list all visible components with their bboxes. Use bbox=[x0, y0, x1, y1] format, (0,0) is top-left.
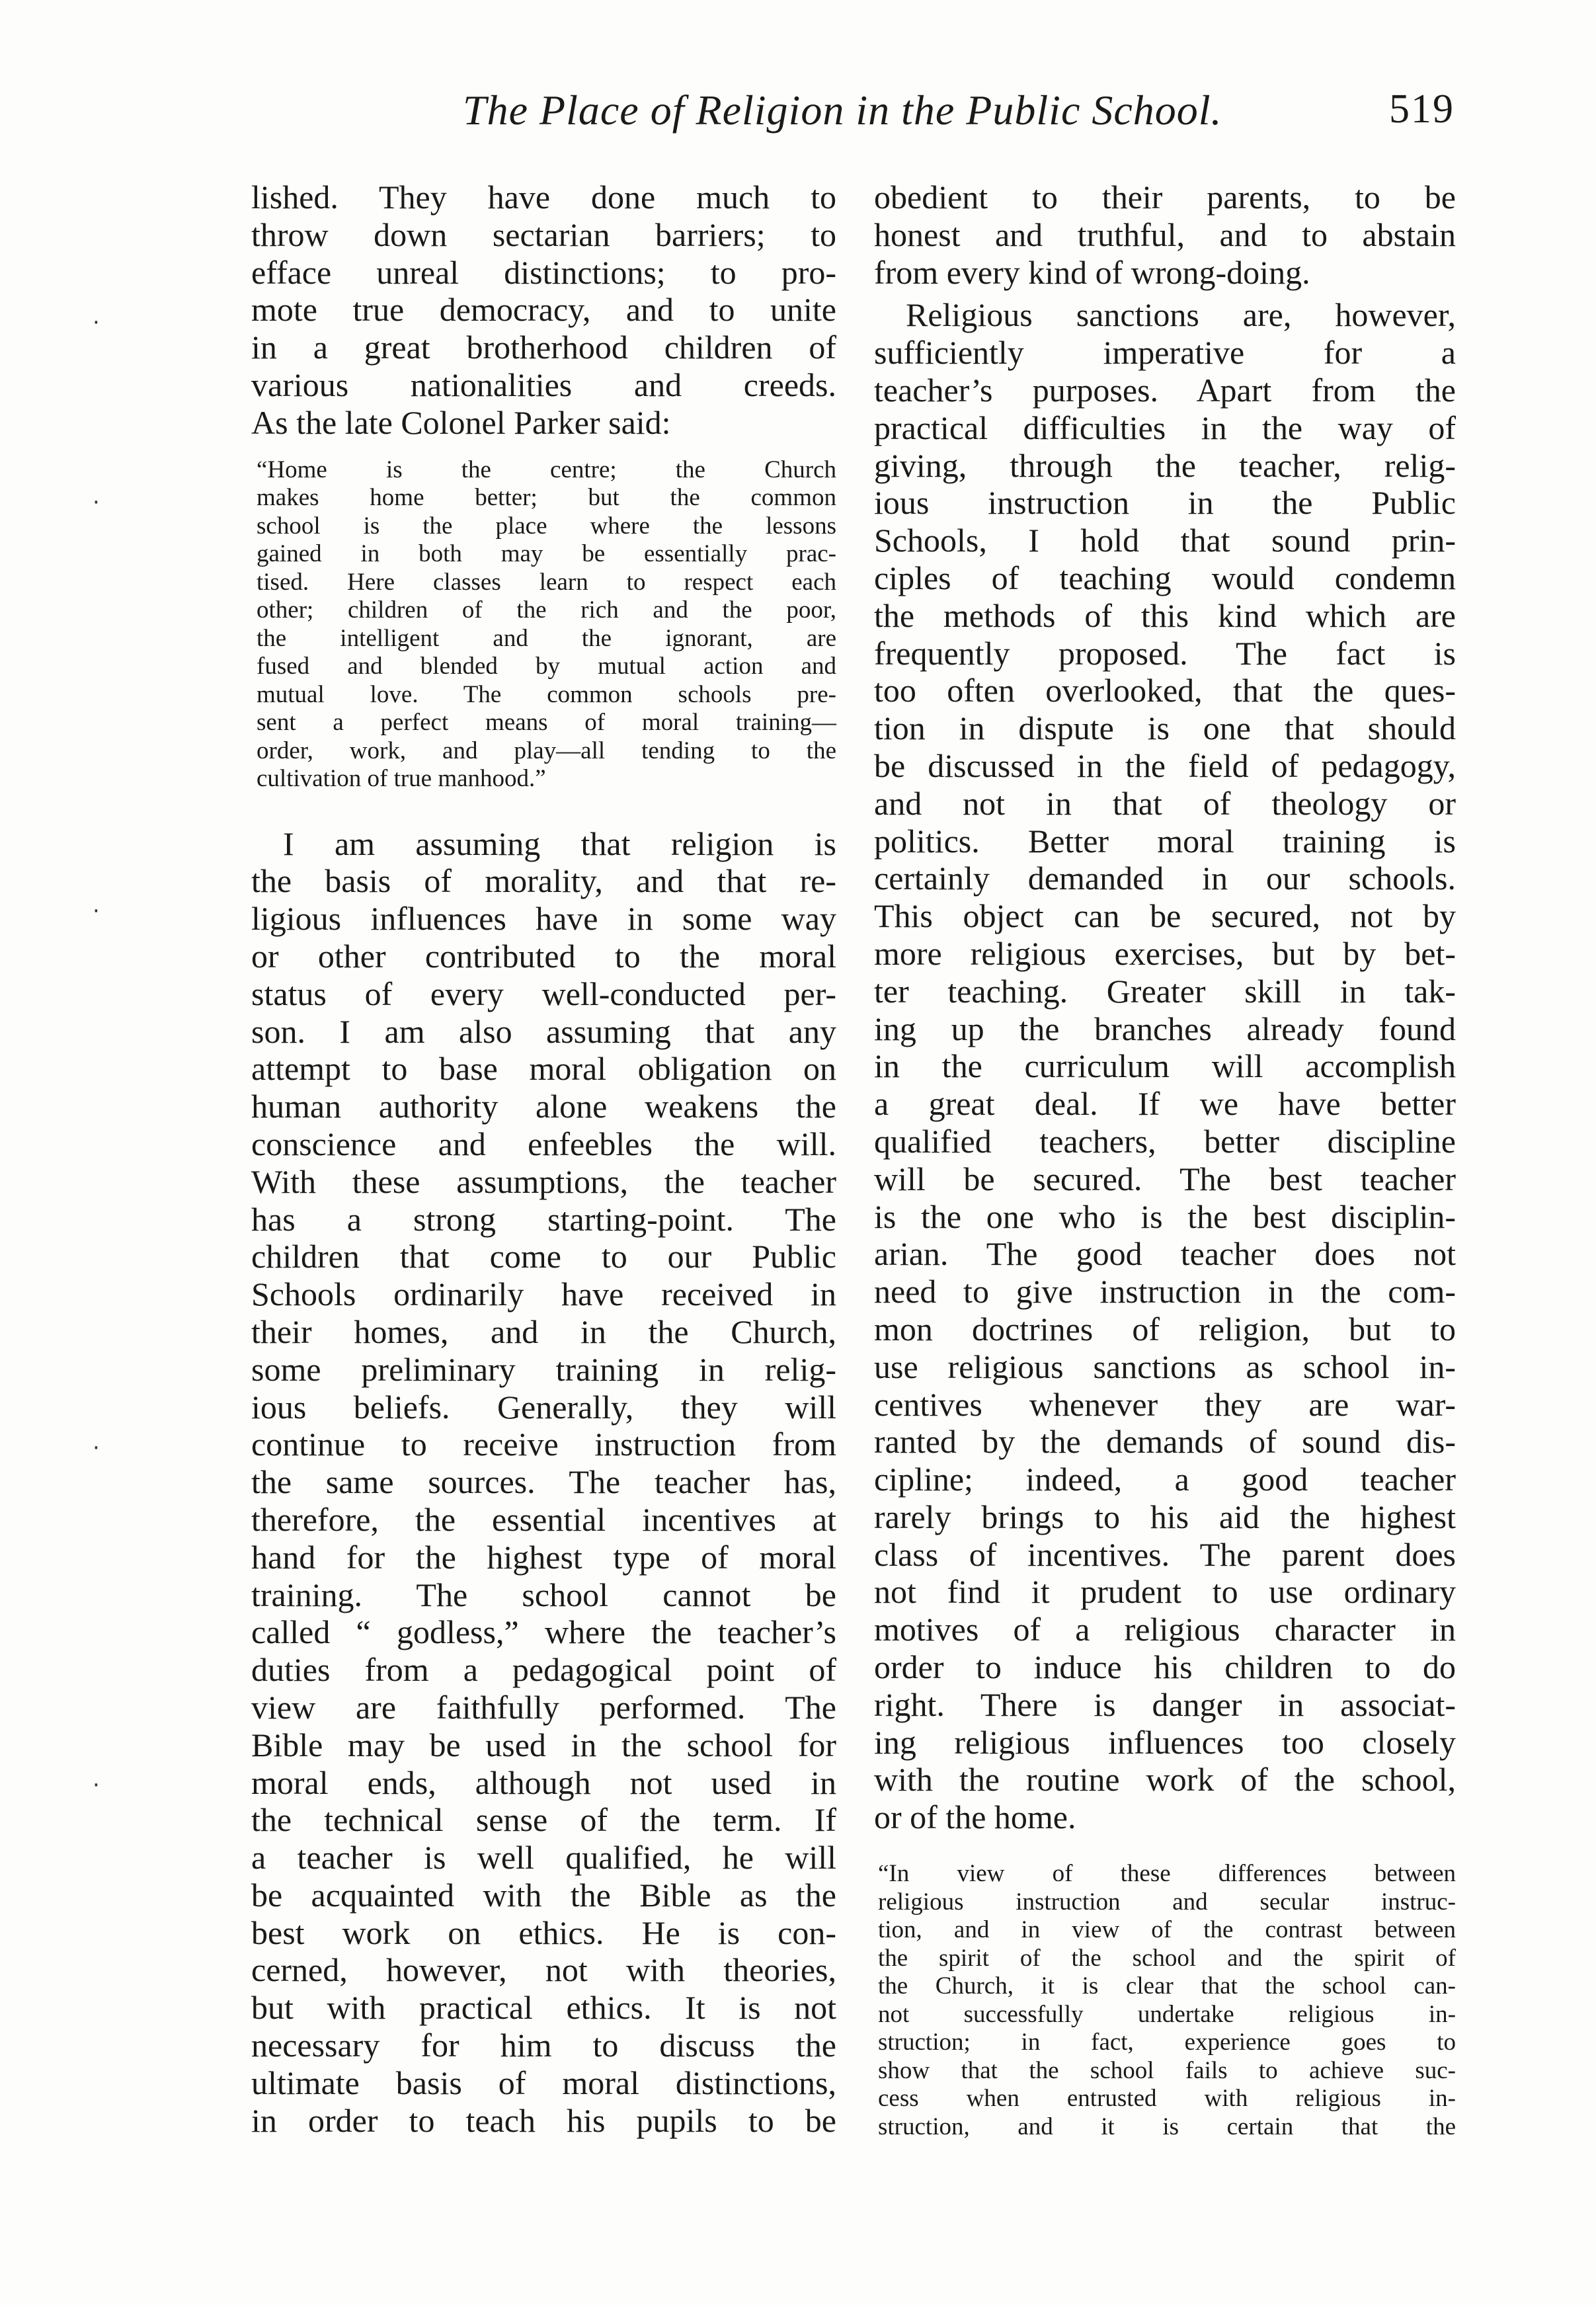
text-line: status of every well-conducted per- bbox=[251, 975, 836, 1012]
text-line: rarely brings to his aid the highest bbox=[874, 1498, 1456, 1535]
text-line: conscience and enfeebles the will. bbox=[251, 1125, 836, 1162]
text-line: With these assumptions, the teacher bbox=[251, 1162, 836, 1200]
quote-line: cultivation of true manhood.” bbox=[257, 765, 546, 793]
text-line: ciples of teaching would condemn bbox=[874, 559, 1456, 596]
quote-line: school is the place where the lessons bbox=[257, 512, 836, 540]
running-title: The Place of Religion in the Public School. bbox=[463, 87, 1222, 134]
text-line: the methods of this kind which are bbox=[874, 596, 1456, 634]
quote-line: tised. Here classes learn to respect each bbox=[257, 568, 836, 596]
text-line: giving, through the teacher, relig- bbox=[874, 446, 1456, 484]
text-line: the basis of morality, and that re- bbox=[251, 862, 836, 900]
text-line: qualified teachers, better discipline bbox=[874, 1122, 1456, 1160]
text-line: is the one who is the best disciplin- bbox=[874, 1197, 1456, 1235]
text-line: or of the home. bbox=[874, 1799, 1076, 1836]
quote-line: sent a perfect means of moral training— bbox=[257, 709, 836, 737]
text-line: duties from a pedagogical point of bbox=[251, 1651, 836, 1689]
text-line: Religious sanctions are, however, bbox=[906, 296, 1456, 334]
text-line: and not in that of theology or bbox=[874, 784, 1456, 822]
text-line: certainly demanded in our schools. bbox=[874, 860, 1456, 897]
text-line: ious instruction in the Public bbox=[874, 484, 1456, 522]
margin-speck: · bbox=[93, 309, 100, 336]
right-column bbox=[874, 179, 1456, 2173]
text-line: centives whenever they are war- bbox=[874, 1385, 1456, 1423]
text-line: order to induce his children to do bbox=[874, 1648, 1456, 1686]
text-line: ligious influences have in some way bbox=[251, 900, 836, 938]
quote-line: struction, and it is certain that the bbox=[878, 2113, 1456, 2140]
text-line: As the late Colonel Parker said: bbox=[251, 403, 671, 441]
quote-line: not successfully undertake religious in- bbox=[878, 2000, 1456, 2028]
text-line: more religious exercises, but by bet- bbox=[874, 934, 1456, 972]
quote-line: fused and blended by mutual action and bbox=[257, 653, 836, 680]
quote-line: religious instruction and secular instruc- bbox=[878, 1888, 1456, 1916]
text-line: mote true democracy, and to unite bbox=[251, 291, 836, 329]
text-line: moral ends, although not used in bbox=[251, 1763, 836, 1801]
text-line: ter teaching. Greater skill in tak- bbox=[874, 972, 1456, 1010]
text-line: or other contributed to the moral bbox=[251, 937, 836, 975]
right-paragraph-1 bbox=[874, 179, 1456, 291]
quote-line: other; children of the rich and the poor, bbox=[257, 596, 836, 624]
margin-speck: · bbox=[93, 898, 100, 924]
text-line: a teacher is well qualified, he will bbox=[251, 1839, 836, 1877]
text-line: practical difficulties in the way of bbox=[874, 409, 1456, 446]
text-line: view are faithfully performed. The bbox=[251, 1688, 836, 1726]
quote-line: show that the school fails to achieve suc- bbox=[878, 2056, 1456, 2084]
text-line: sufficiently imperative for a bbox=[874, 334, 1456, 372]
text-line: not find it prudent to use ordinary bbox=[874, 1573, 1456, 1611]
text-line: necessary for him to discuss the bbox=[251, 2027, 836, 2064]
text-line: called “ godless,” where the teacher’s bbox=[251, 1613, 836, 1651]
text-line: motives of a religious character in bbox=[874, 1611, 1456, 1648]
quote-line: tion, and in view of the contrast between bbox=[878, 1916, 1456, 1944]
quote-line: “In view of these differences between bbox=[878, 1860, 1456, 1888]
text-line: from every kind of wrong-doing. bbox=[874, 253, 1310, 291]
right-paragraph-2 bbox=[874, 296, 1456, 1836]
left-paragraph-2 bbox=[251, 825, 836, 2140]
text-line: ultimate basis of moral distinctions, bbox=[251, 2064, 836, 2101]
block-quote-religious-instruction bbox=[874, 1860, 1456, 2141]
text-line: arian. The good teacher does not bbox=[874, 1235, 1456, 1273]
text-line: best work on ethics. He is con- bbox=[251, 1914, 836, 1951]
text-line: in a great brotherhood children of bbox=[251, 329, 836, 366]
quote-line: the intelligent and the ignorant, are bbox=[257, 624, 836, 652]
text-line: politics. Better moral training is bbox=[874, 822, 1456, 860]
quote-line: struction; in fact, experience goes to bbox=[878, 2029, 1456, 2056]
text-line: tion in dispute is one that should bbox=[874, 709, 1456, 747]
text-line: Schools ordinarily have received in bbox=[251, 1275, 836, 1313]
text-line: continue to receive instruction from bbox=[251, 1426, 836, 1463]
text-line: various nationalities and creeds. bbox=[251, 366, 836, 403]
left-paragraph-1 bbox=[251, 179, 836, 442]
text-line: human authority alone weakens the bbox=[251, 1088, 836, 1125]
text-line: their homes, and in the Church, bbox=[251, 1313, 836, 1350]
text-line: therefore, the essential incentives at bbox=[251, 1500, 836, 1538]
text-line: lished. They have done much to bbox=[251, 179, 836, 216]
text-line: be acquainted with the Bible as the bbox=[251, 1876, 836, 1914]
margin-speck: · bbox=[93, 1772, 100, 1799]
margin-speck: · bbox=[93, 489, 100, 516]
text-line: need to give instruction in the com- bbox=[874, 1273, 1456, 1311]
block-quote-parker bbox=[251, 456, 836, 793]
text-line: son. I am also assuming that any bbox=[251, 1012, 836, 1050]
text-line: throw down sectarian barriers; to bbox=[251, 216, 836, 253]
quote-line: mutual love. The common schools pre- bbox=[257, 680, 836, 708]
text-line: use religious sanctions as school in- bbox=[874, 1348, 1456, 1385]
text-line: teacher’s purposes. Apart from the bbox=[874, 371, 1456, 409]
margin-speck: · bbox=[93, 1435, 100, 1461]
quote-line: the spirit of the school and the spirit of bbox=[878, 1944, 1456, 1972]
text-line: Bible may be used in the school for bbox=[251, 1726, 836, 1763]
text-line: in the curriculum will accomplish bbox=[874, 1047, 1456, 1085]
text-line: has a strong starting-point. The bbox=[251, 1200, 836, 1238]
text-line: ing religious influences too closely bbox=[874, 1723, 1456, 1761]
quote-line: makes home better; but the common bbox=[257, 484, 836, 512]
text-line: attempt to base moral obligation on bbox=[251, 1050, 836, 1088]
text-line: efface unreal distinctions; to pro- bbox=[251, 253, 836, 291]
text-line: will be secured. The best teacher bbox=[874, 1160, 1456, 1197]
text-line: I am assuming that religion is bbox=[283, 825, 836, 862]
text-line: ious beliefs. Generally, they will bbox=[251, 1388, 836, 1426]
text-line: This object can be secured, not by bbox=[874, 897, 1456, 935]
paragraph-gap bbox=[874, 291, 1456, 296]
text-line: a great deal. If we have better bbox=[874, 1085, 1456, 1123]
page-header bbox=[245, 86, 1455, 145]
text-line: children that come to our Public bbox=[251, 1238, 836, 1275]
text-line: the technical sense of the term. If bbox=[251, 1801, 836, 1839]
page-number: 519 bbox=[1389, 87, 1455, 132]
text-line: be discussed in the field of pedagogy, bbox=[874, 747, 1456, 784]
text-line: hand for the highest type of moral bbox=[251, 1538, 836, 1576]
text-line: right. There is danger in associat- bbox=[874, 1685, 1456, 1723]
text-line: training. The school cannot be bbox=[251, 1576, 836, 1613]
text-line: too often overlooked, that the ques- bbox=[874, 672, 1456, 709]
left-column bbox=[251, 179, 836, 2139]
quote-line: gained in both may be essentially prac- bbox=[257, 540, 836, 568]
quote-line: cess when entrusted with religious in- bbox=[878, 2085, 1456, 2113]
text-line: cerned, however, not with theories, bbox=[251, 1951, 836, 1989]
quote-line: “Home is the centre; the Church bbox=[257, 456, 836, 483]
quote-line: the Church, it is clear that the school can- bbox=[878, 1972, 1456, 2000]
text-line: the same sources. The teacher has, bbox=[251, 1463, 836, 1501]
text-line: honest and truthful, and to abstain bbox=[874, 216, 1456, 253]
quote-line: order, work, and play—all tending to the bbox=[257, 737, 836, 764]
text-line: ranted by the demands of sound dis- bbox=[874, 1423, 1456, 1461]
text-line: cipline; indeed, a good teacher bbox=[874, 1461, 1456, 1498]
text-line: ing up the branches already found bbox=[874, 1010, 1456, 1047]
text-line: mon doctrines of religion, but to bbox=[874, 1310, 1456, 1348]
text-line: Schools, I hold that sound prin- bbox=[874, 522, 1456, 559]
text-line: some preliminary training in relig- bbox=[251, 1350, 836, 1388]
text-line: frequently proposed. The fact is bbox=[874, 634, 1456, 672]
text-line: but with practical ethics. It is not bbox=[251, 1989, 836, 2027]
text-line: in order to teach his pupils to be bbox=[251, 2101, 836, 2139]
text-line: class of incentives. The parent does bbox=[874, 1535, 1456, 1573]
text-line: obedient to their parents, to be bbox=[874, 179, 1456, 216]
text-line: with the routine work of the school, bbox=[874, 1761, 1456, 1799]
